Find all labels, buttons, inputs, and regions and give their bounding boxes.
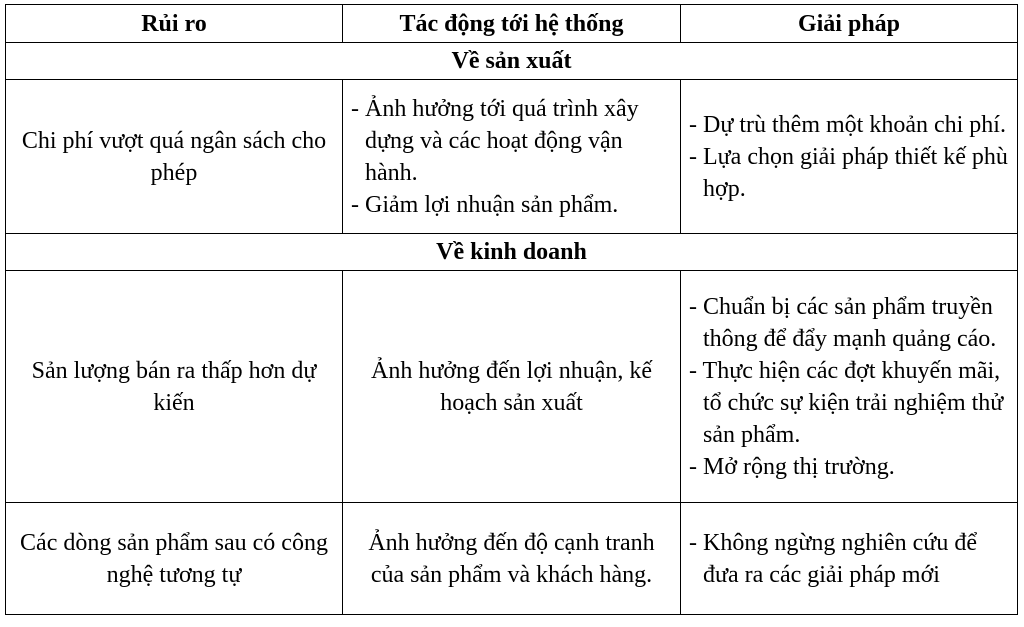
risk-cell: Chi phí vượt quá ngân sách cho phép xyxy=(6,80,343,234)
table-row xyxy=(6,271,1018,503)
solution-item: - Mở rộng thị trường. xyxy=(689,453,895,480)
impact-cell: Ảnh hưởng đến độ cạnh tranh của sản phẩm và khách hàng. xyxy=(343,503,681,615)
solution-item: - Không ngừng nghiên cứu để đưa ra các giải pháp mới xyxy=(689,529,977,588)
risk-table xyxy=(5,4,1018,615)
table-row xyxy=(6,80,1018,234)
solution-item: - Thực hiện các đợt khuyến mãi, tổ chức sự kiện trải nghiệm thử sản phẩm. xyxy=(689,357,1004,448)
header-risk: Rủi ro xyxy=(6,5,343,43)
risk-cell: Sản lượng bán ra thấp hơn dự kiến xyxy=(6,271,343,503)
header-impact: Tác động tới hệ thống xyxy=(343,5,681,43)
solution-cell xyxy=(681,271,1018,503)
solution-item: - Chuẩn bị các sản phẩm truyền thông để đẩy mạnh quảng cáo. xyxy=(689,293,997,352)
risk-cell: Các dòng sản phẩm sau có công nghệ tương tự xyxy=(6,503,343,615)
impact-item: - Giảm lợi nhuận sản phẩm. xyxy=(351,191,619,218)
section-row-business xyxy=(6,234,1018,271)
section-title-production: Về sản xuất xyxy=(6,43,1018,80)
solution-item: - Dự trù thêm một khoản chi phí. xyxy=(689,111,1006,138)
table-row xyxy=(6,503,1018,615)
impact-item: - Ảnh hưởng tới quá trình xây dựng và các hoạt động vận hành. xyxy=(351,95,639,186)
impact-cell: Ảnh hưởng đến lợi nhuận, kế hoạch sản xuất xyxy=(343,271,681,503)
section-row-production xyxy=(6,43,1018,80)
header-row xyxy=(6,5,1018,43)
solution-cell xyxy=(681,503,1018,615)
impact-cell xyxy=(343,80,681,234)
header-solution: Giải pháp xyxy=(681,5,1018,43)
solution-item: - Lựa chọn giải pháp thiết kế phù hợp. xyxy=(689,143,1008,202)
solution-cell xyxy=(681,80,1018,234)
section-title-business: Về kinh doanh xyxy=(6,234,1018,271)
